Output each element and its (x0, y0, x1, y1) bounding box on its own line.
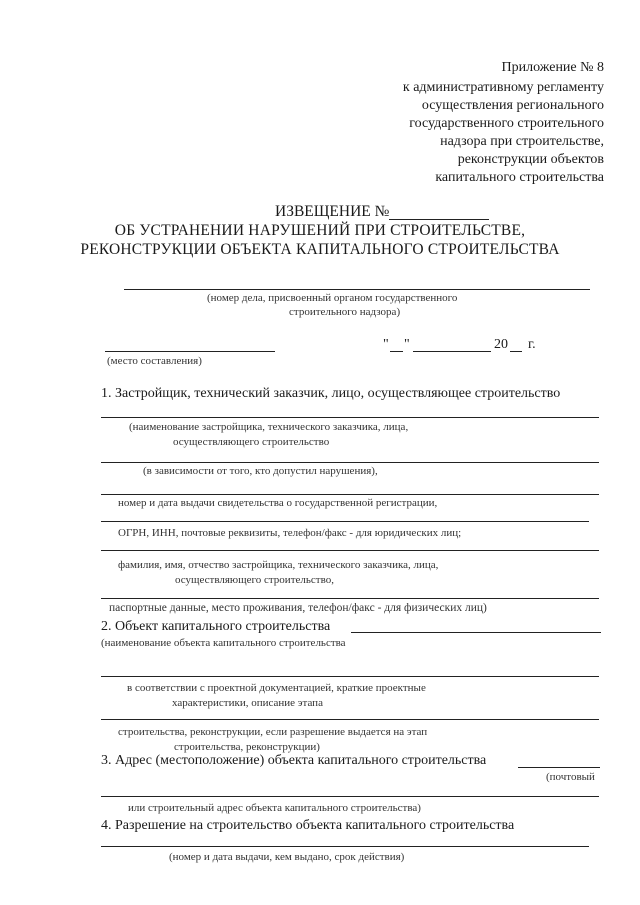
appendix-number: Приложение № 8 (501, 60, 604, 75)
date-month-field[interactable] (413, 351, 491, 352)
appendix-reference-line: реконструкции объектов (457, 152, 604, 167)
section-1-caption: (наименование застройщика, технического заказчика, лица, (129, 421, 409, 433)
appendix-reference-line: к административному регламенту (402, 80, 604, 95)
section-2-caption: в соответствии с проектной документацией, краткие проектные (127, 682, 426, 694)
legal-entity-details-field[interactable] (101, 521, 589, 522)
developer-name-field[interactable] (101, 417, 599, 418)
notice-number-field[interactable] (389, 219, 489, 220)
developer-field-line[interactable] (101, 462, 599, 463)
date-year-field[interactable] (510, 351, 522, 352)
registration-field[interactable] (101, 494, 599, 495)
notice-subtitle-line: ОБ УСТРАНЕНИИ НАРУШЕНИЙ ПРИ СТРОИТЕЛЬСТВЕ, (114, 222, 526, 239)
object-name-field[interactable] (351, 632, 601, 633)
section-1-heading: 1. Застройщик, технический заказчик, лицо, осуществляющее строительство (101, 386, 561, 401)
section-2-caption: характеристики, описание этапа (172, 697, 323, 709)
case-number-caption: строительного надзора) (289, 306, 401, 318)
date-quote-close: " (404, 337, 410, 352)
notice-title: ИЗВЕЩЕНИЕ № (275, 203, 390, 220)
appendix-reference-line: надзора при строительстве, (440, 134, 604, 149)
section-2-caption: строительства, реконструкции, если разрешение выдается на этап (118, 726, 428, 738)
place-field[interactable] (105, 351, 275, 352)
object-stage-field[interactable] (101, 719, 599, 720)
section-1-caption: фамилия, имя, отчество застройщика, технического заказчика, лица, (118, 559, 439, 571)
section-4-heading: 4. Разрешение на строительство объекта капитального строительства (101, 818, 515, 833)
date-quote-open: " (383, 337, 389, 352)
section-1-caption: (в зависимости от того, кто допустил нарушения), (143, 465, 378, 477)
section-1-caption: ОГРН, ИНН, почтовые реквизиты, телефон/факс - для юридических лиц; (118, 527, 462, 539)
section-3-caption: или строительный адрес объекта капитального строительства) (128, 802, 421, 814)
place-caption: (место составления) (107, 355, 202, 367)
case-number-field[interactable] (124, 289, 590, 290)
section-2-caption: (наименование объекта капитального строительства (101, 637, 346, 649)
section-3-caption: (почтовый (546, 771, 595, 783)
address-field[interactable] (518, 767, 600, 768)
date-year-prefix: 20 (494, 337, 508, 352)
section-4-caption: (номер и дата выдачи, кем выдано, срок действия) (169, 851, 405, 863)
section-1-caption: номер и дата выдачи свидетельства о государственной регистрации, (118, 497, 438, 509)
appendix-reference-line: капитального строительства (435, 170, 604, 185)
object-characteristics-field[interactable] (101, 676, 599, 677)
section-1-caption: осуществляющего строительство, (175, 574, 334, 586)
address-field-line[interactable] (101, 796, 599, 797)
section-2-caption: строительства, реконструкции) (174, 741, 320, 753)
individual-details-field[interactable] (101, 598, 599, 599)
case-number-caption: (номер дела, присвоенный органом государственного (207, 292, 458, 304)
notice-subtitle-line: РЕКОНСТРУКЦИИ ОБЪЕКТА КАПИТАЛЬНОГО СТРОИТЕЛЬСТВА (80, 241, 560, 258)
date-day-field[interactable] (390, 351, 403, 352)
appendix-reference-line: государственного строительного (409, 116, 604, 131)
individual-name-field[interactable] (101, 550, 599, 551)
section-3-heading: 3. Адрес (местоположение) объекта капитального строительства (101, 753, 487, 768)
date-year-suffix: г. (528, 337, 536, 352)
section-1-caption: паспортные данные, место проживания, телефон/факс - для физических лиц) (109, 602, 487, 614)
section-2-heading: 2. Объект капитального строительства (101, 619, 331, 634)
appendix-reference-line: осуществления регионального (421, 98, 604, 113)
permit-field[interactable] (101, 846, 589, 847)
section-1-caption: осуществляющего строительство (173, 436, 330, 448)
